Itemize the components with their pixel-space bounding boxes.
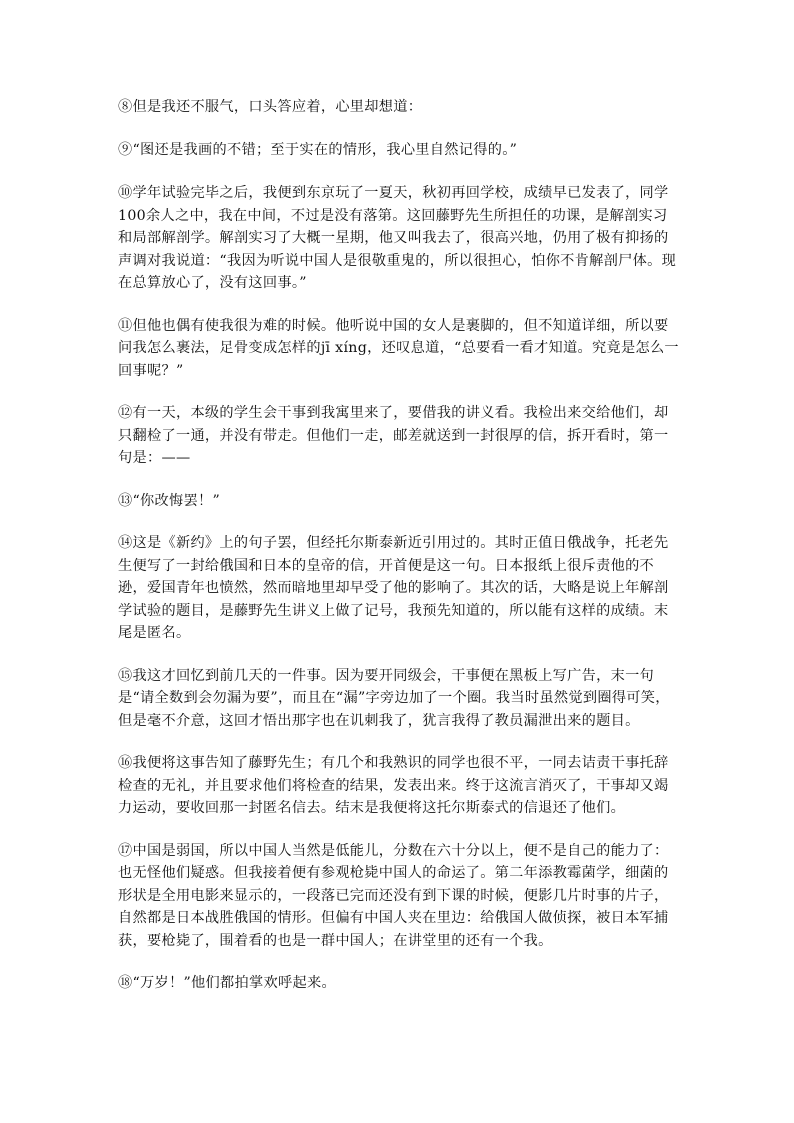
paragraph-18: ⑱“万岁！”他们都拍掌欢呼起来。 <box>118 975 336 991</box>
paragraph-17: ⑰中国是弱国，所以中国人当然是低能儿，分数在六十分以上，便不是自己的能力了：也无怪他们疑惑。但我接着便有参观枪毙中国人的命运了。第二年添教霉菌学，细菌的形状是全用电影来显示的，一段落已完而还没有到下课的时候，便影几片时事的片子，自然都是日本战胜俄国的情形。但偏有中国人夹在里边：给俄国人做侦探，被日本军捕获，要枪毙了，围着看的也是一群中国人；在讲堂里的还有一个我。 <box>118 842 669 949</box>
paragraph-11: ⑪但他也偶有使我很为难的时候。他听说中国的女人是裹脚的，但不知道详细，所以要问我怎么裹法，足骨变成怎样的jī xíng，还叹息道，“总要看一看才知道。究竟是怎么一回事呢？” <box>118 317 679 379</box>
paragraph-8: ⑧但是我还不服气，口头答应着，心里却想道： <box>118 99 423 115</box>
paragraph-12: ⑫有一天，本级的学生会干事到我寓里来了，要借我的讲义看。我检出来交给他们，却只翻检了一通，并没有带走。但他们一走，邮差就送到一封很厚的信，拆开看时，第一句是：—— <box>118 405 669 466</box>
paragraph-16: ⑯我便将这事告知了藤野先生；有几个和我熟识的同学也很不平，一同去诘责干事托辞检查的无礼，并且要求他们将检查的结果，发表出来。终于这流言消灭了，干事却又竭力运动，要收回那一封匿名信去。结末是我便将这托尔斯泰式的信退还了他们。 <box>118 755 669 816</box>
paragraph-13: ⑬“你改悔罢！” <box>118 492 221 509</box>
paragraph-10: ⑩学年试验完毕之后，我便到东京玩了一夏天，秋初再回学校，成绩早已发表了，同学100余人之中，我在中间，不过是没有落第。这回藤野先生所担任的功课，是解剖实习和局部解剖学。解剖实习了大概一星期，他又叫我去了，很高兴地，仍用了极有抑扬的声调对我说道：“我因为听说中国人是很敬重鬼的，所以很担心，怕你不肯解剖尸体。现在总算放心了，没有这回事。” <box>118 185 677 291</box>
paragraph-14: ⑭这是《新约》上的句子罢，但经托尔斯泰新近引用过的。其时正值日俄战争，托老先生便写了一封给俄国和日本的皇帝的信，开首便是这一句。日本报纸上很斥责他的不逊，爱国青年也愤然，然而暗地里却早受了他的影响了。其次的话，大略是说上年解剖学试验的题目，是藤野先生讲义上做了记号，我预先知道的，所以能有这样的成绩。末尾是匿名。 <box>118 535 669 641</box>
paragraph-9: ⑨“图还是我画的不错；至于实在的情形，我心里自然记得的。” <box>118 141 518 158</box>
document-page <box>118 96 680 995</box>
paragraph-15: ⑮我这才回忆到前几天的一件事。因为要开同级会，干事便在黑板上写广告，末一句是“请全数到会勿漏为要”，而且在“漏”字旁边加了一个圈。我当时虽然觉到圈得可笑，但是毫不介意，这回才悟出那字也在讥刺我了，犹言我得了教员漏泄出来的题目。 <box>118 667 670 729</box>
